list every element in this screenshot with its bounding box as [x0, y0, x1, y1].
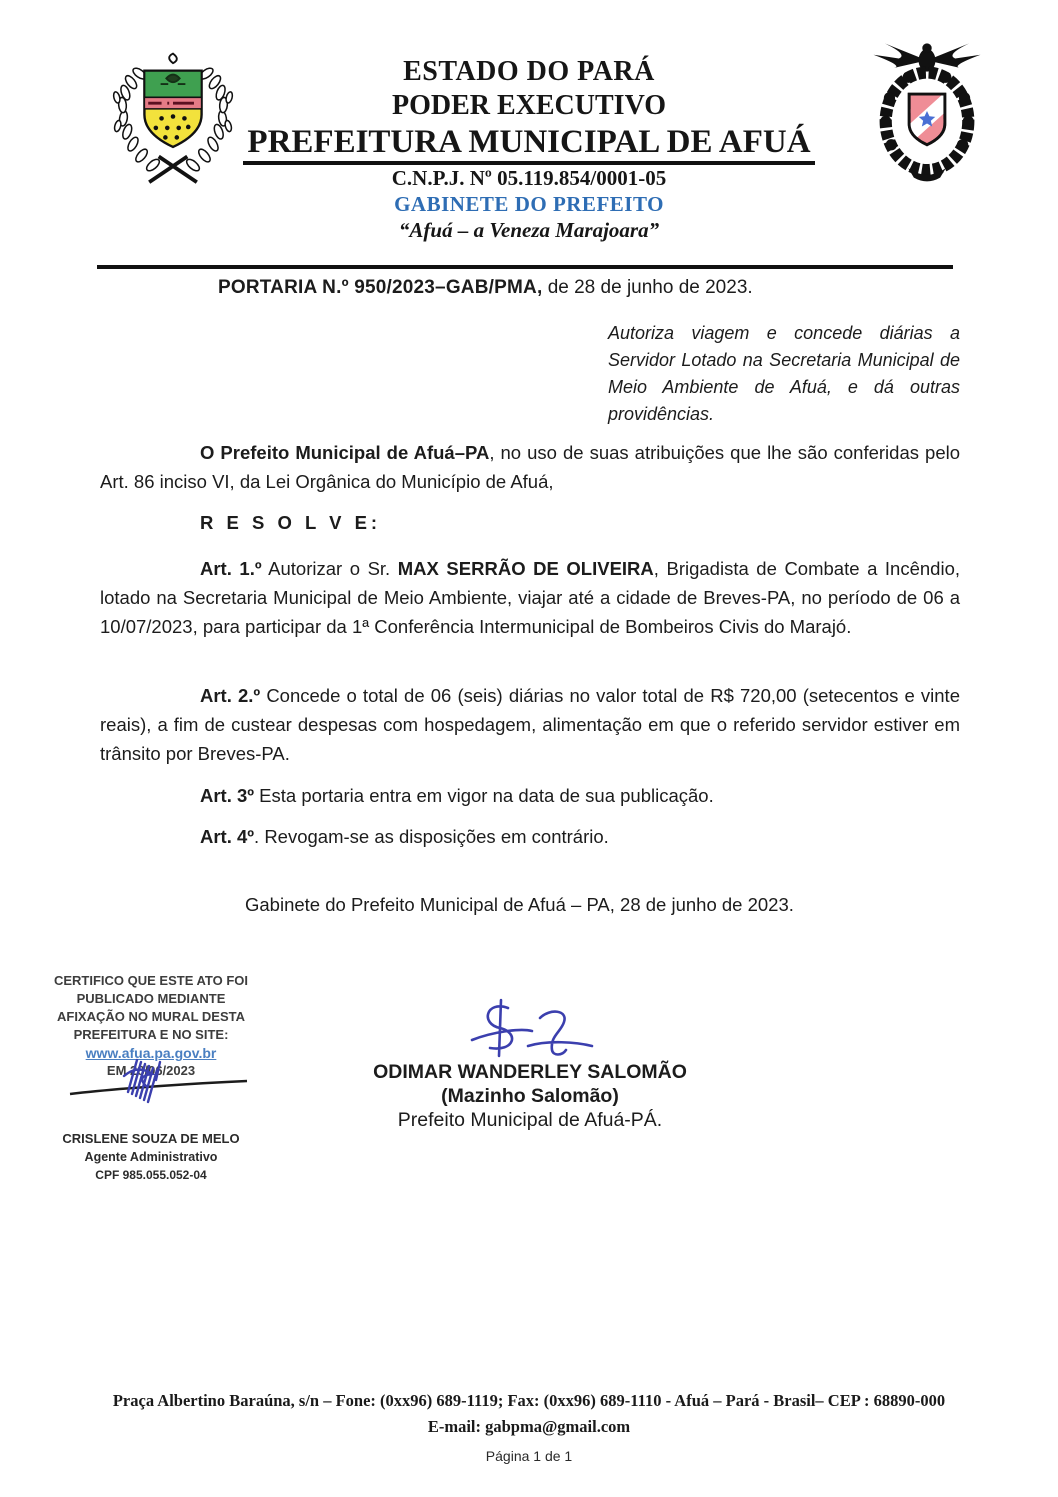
- article-1-text: , Brigadista de Combate a Incêndio, lotado na Secretaria Municipal de Meio Ambiente, viajar até a cidade de Breves-PA, no período de 06 a 10/07/2023, para participar da 1ª Conferência Intermunicipal de Bombeiros Civis do Marajó.: [100, 558, 960, 637]
- header-prefeitura: [0, 124, 1058, 161]
- header-motto: “Afuá – a Veneza Marajoara”: [398, 218, 660, 242]
- footer-email: E-mail: gabpma@gmail.com: [427, 1417, 631, 1436]
- mayor-name: ODIMAR WANDERLEY SALOMÃO: [373, 1061, 687, 1083]
- mayor-signature-icon: [468, 998, 598, 1067]
- stamp-signer-name: CRISLENE SOUZA DE MELO: [62, 1131, 240, 1146]
- page-number: Página 1 de 1: [485, 1448, 573, 1464]
- article-2-label: Art. 2.º: [200, 685, 261, 706]
- mayor-signature-block: [300, 1060, 760, 1132]
- article-3: [100, 781, 960, 810]
- mayor-nickname: (Mazinho Salomão): [441, 1085, 619, 1107]
- article-1-label: Art. 1.º: [200, 558, 262, 579]
- document-title-number: PORTARIA N.º 950/2023–GAB/PMA,: [218, 277, 543, 298]
- resolve-heading: R E S O L V E:: [200, 512, 382, 533]
- header-office: GABINETE DO PREFEITO: [394, 192, 664, 216]
- stamp-signature-icon: [66, 1050, 251, 1113]
- stamp-line: CERTIFICO QUE ESTE ATO FOI: [53, 973, 249, 988]
- article-3-label: Art. 3º: [200, 785, 255, 806]
- stamp-line: PUBLICADO MEDIANTE: [76, 991, 226, 1006]
- preamble-subject: O Prefeito Municipal de Afuá–PA: [200, 442, 490, 463]
- header-cnpj: C.N.P.J. Nº 05.119.854/0001-05: [391, 166, 667, 190]
- article-1: [100, 554, 960, 641]
- stamp-url: www.afua.pa.gov.br: [85, 1045, 217, 1061]
- footer-address: Praça Albertino Baraúna, s/n – Fone: (0xx96) 689-1119; Fax: (0xx96) 689-1110 - Afuá – Pará - Brasil– CEP : 68890-000: [112, 1391, 946, 1410]
- publication-stamp: [36, 972, 266, 1184]
- article-3-text: Esta portaria entra em vigor na data de sua publicação.: [254, 785, 714, 806]
- stamp-signer-cpf: CPF 985.055.052-04: [95, 1168, 207, 1182]
- article-4: [100, 822, 960, 851]
- article-1-pre: Autorizar o Sr.: [261, 558, 398, 579]
- document-title-date: de 28 de junho de 2023.: [542, 277, 753, 298]
- header-divider: [97, 265, 953, 269]
- header-branch: PODER EXECUTIVO: [391, 90, 667, 121]
- preamble-paragraph: [100, 438, 960, 496]
- footer-contact: [0, 1388, 1058, 1440]
- article-1-servant-name: MAX SERRÃO DE OLIVEIRA: [397, 558, 654, 579]
- article-4-label: Art. 4º: [200, 826, 255, 847]
- preamble-text: , no uso de suas atribuições que lhe são conferidas pelo Art. 86 inciso VI, da Lei Orgânica do Município de Afuá,: [100, 442, 961, 492]
- stamp-signer-role: Agente Administrativo: [84, 1150, 218, 1164]
- header-state: ESTADO DO PARÁ: [403, 56, 655, 87]
- header-prefeitura-text: PREFEITURA MUNICIPAL DE AFUÁ: [243, 124, 814, 165]
- stamp-date: EM 28/06/2023: [106, 1063, 196, 1078]
- ementa-summary: Autoriza viagem e concede diárias a Servidor Lotado na Secretaria Municipal de Meio Ambiente de Afuá, e dá outras providências.: [608, 323, 960, 424]
- article-4-text: . Revogam-se as disposições em contrário.: [254, 826, 609, 847]
- document-title: [218, 277, 753, 299]
- mayor-role: Prefeito Municipal de Afuá-PÁ.: [397, 1109, 663, 1131]
- stamp-line: AFIXAÇÃO NO MURAL DESTA: [56, 1009, 246, 1024]
- closing-line: Gabinete do Prefeito Municipal de Afuá – PA, 28 de junho de 2023.: [245, 894, 794, 915]
- article-2: [100, 681, 960, 768]
- article-2-text: Concede o total de 06 (seis) diárias no valor total de R$ 720,00 (setecentos e vinte reais), a fim de custear despesas com hospedagem, alimentação em que o referido servidor estiver em trânsito por Breves-PA.: [100, 685, 960, 764]
- stamp-line: PREFEITURA E NO SITE:: [73, 1027, 229, 1042]
